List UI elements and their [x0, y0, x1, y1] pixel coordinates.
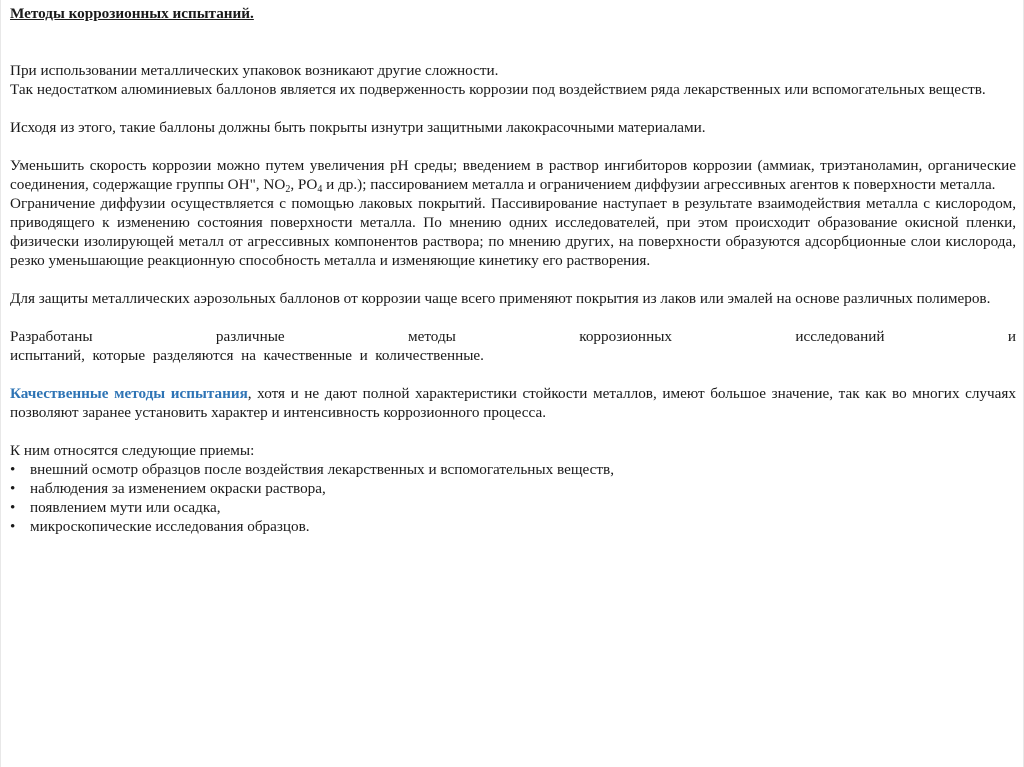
spacer [10, 23, 1016, 42]
list-intro: К ним относятся следующие приемы: [10, 442, 255, 459]
list-item [10, 479, 1016, 498]
paragraph-aluminium: Так недостатком алюминиевых баллонов является их подверженность коррозии под воздействием ряда лекарственных или вспомогательных веществ. [10, 81, 986, 98]
highlight-term: Качественные методы испытания [10, 385, 248, 402]
word: различные [215, 328, 285, 345]
bullet-icon: • [10, 480, 16, 497]
paragraph-diffusion: Ограничение диффузии осуществляется с помощью лаковых покрытий. Пассивирование наступает в результате взаимодействия металла с кислородом, приводящего к изменению состояния поверхности металла. По мнению одних исследователей, при этом происходит образование окисной пленки, физически изолирующей металл от агрессивных компонентов раствора; по мнению других, на поверхности образуются адсорбционные слои кислорода, резко уменьшающие реакционную способность металла и изменяющие кинетику его растворения. [10, 195, 1016, 269]
text-fragment: , хотя и не дают полной характеристики стойкости металлов, имеют большое значение, так как во многих случаях позволяют заранее установить характер и интенсивность коррозионного процесса. [10, 385, 1016, 421]
spacer [10, 42, 1016, 61]
word: исследований [795, 328, 885, 345]
paragraph-coating: Исходя из этого, такие баллоны должны быть покрыты изнутри защитными лакокрасочными материалами. [10, 119, 706, 136]
spacer [10, 365, 1016, 384]
spacer [10, 270, 1016, 289]
paragraph-methods-line2: испытаний, которые разделяются на качественные и количественные. [10, 347, 484, 364]
paragraph-corrosion-rate [10, 156, 1016, 194]
text-fragment: Уменьшить скорость коррозии можно путем увеличения pH среды; введением в раствор ингибиторов коррозии (аммиак, триэтаноламин, органические соединения, содержащие группы OH", NO [10, 157, 1016, 193]
list-item-text: наблюдения за изменением окраски раствора, [30, 480, 326, 497]
list-item [10, 498, 1016, 517]
list-item-text: появлением мути или осадка, [30, 499, 221, 516]
spacer [10, 137, 1016, 156]
spacer [10, 422, 1016, 441]
word: Разработаны [10, 328, 93, 345]
spacer [10, 308, 1016, 327]
subscript: 2 [285, 184, 291, 195]
paragraph-qualitative [10, 384, 1016, 422]
word: коррозионных [579, 328, 672, 345]
bullet-icon: • [10, 499, 16, 516]
paragraph-intro: При использовании металлических упаковок возникают другие сложности. [10, 62, 499, 79]
paragraph-protection: Для защиты металлических аэрозольных баллонов от коррозии чаще всего применяют покрытия из лаков или эмалей на основе различных полимеров. [10, 290, 991, 307]
text-fragment: , PO [290, 176, 318, 193]
techniques-list [10, 460, 1016, 536]
word: и [1007, 328, 1016, 345]
list-item [10, 460, 1016, 479]
subscript: 4 [317, 184, 323, 195]
page-title: Методы коррозионных испытаний. [10, 5, 254, 22]
list-item-text: внешний осмотр образцов после воздействия лекарственных и вспомогательных веществ, [30, 461, 614, 478]
paragraph-methods-line1 [10, 327, 1016, 346]
bullet-icon: • [10, 461, 16, 478]
bullet-icon: • [10, 518, 16, 535]
word: методы [408, 328, 456, 345]
text-fragment: и др.); пассированием металла и ограничением диффузии агрессивных агентов к поверхности металла. [322, 176, 996, 193]
list-item-text: микроскопические исследования образцов. [30, 518, 310, 535]
spacer [10, 99, 1016, 118]
list-item [10, 517, 1016, 536]
